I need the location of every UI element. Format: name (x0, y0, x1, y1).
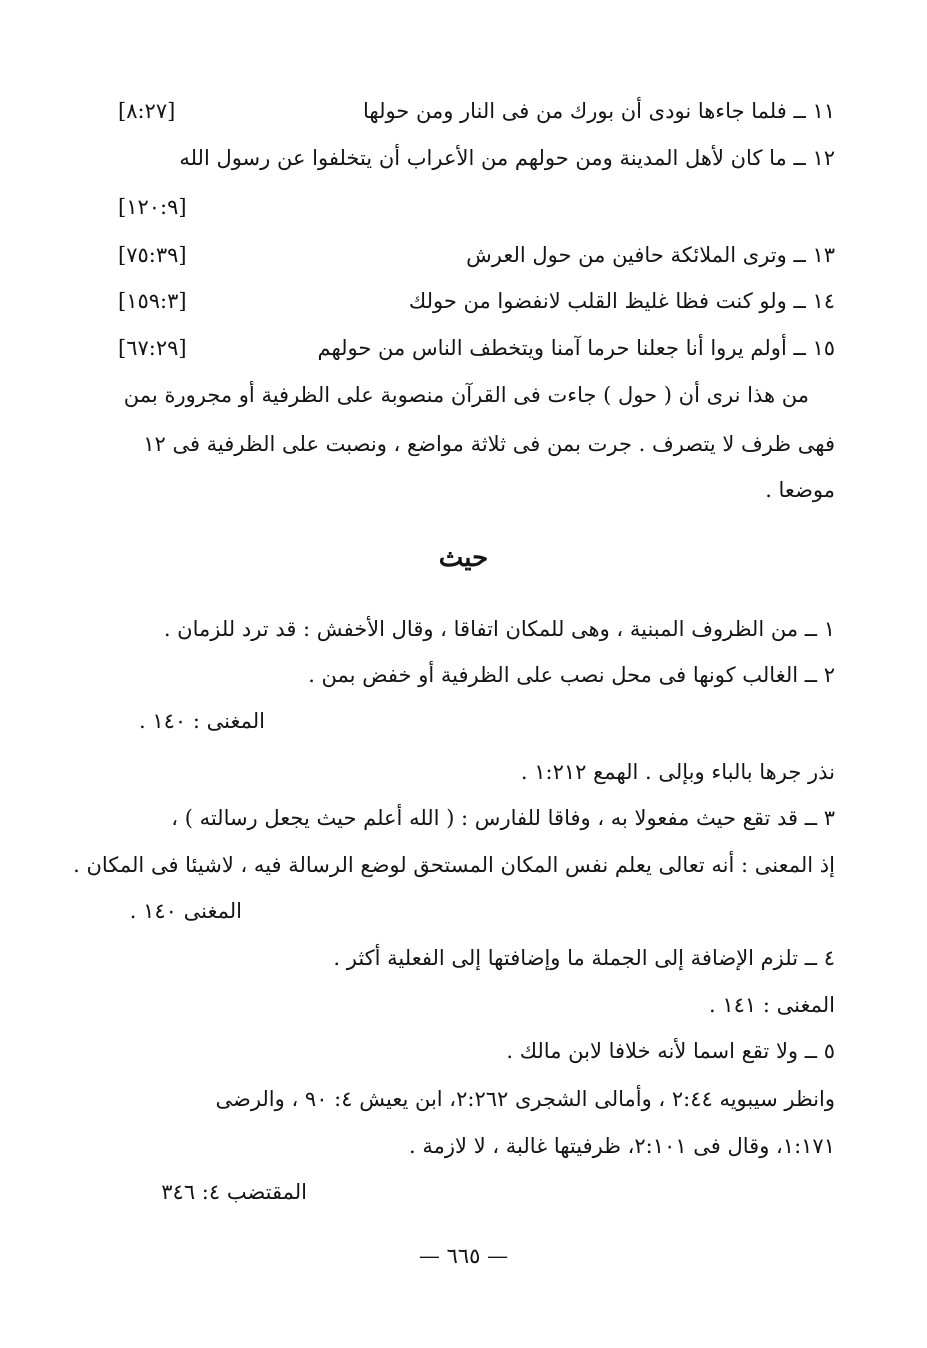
haythu-line-5: ٣ ــ قد تقع حيث مفعولا به ، وفاقا للفارس : ( الله أعلم حيث يجعل رسالته ) ، (171, 806, 835, 830)
page-number: — ٦٦٥ — (418, 1244, 509, 1268)
verse-ref-15: [٦٧:٢٩] (118, 336, 187, 360)
summary-line-3: موضعا . (765, 478, 835, 502)
haythu-line-11: وانظر سيبويه ٢:٤٤ ، وأمالى الشجرى ٢:٢٦٢، ابن يعيش ٤: ٩٠ ، والرضى (215, 1087, 835, 1111)
haythu-line-3: المغنى : ١٤٠ . (139, 709, 265, 733)
verse-line-11: ١١ ــ فلما جاءها نودى أن بورك من فى النار ومن حولها (362, 99, 835, 123)
haythu-line-6: إذ المعنى : أنه تعالى يعلم نفس المكان المستحق لوضع الرسالة فيه ، لاشيئا فى المكان . (73, 853, 835, 877)
verse-line-15: ١٥ ــ أولم يروا أنا جعلنا حرما آمنا ويتخطف الناس من حولهم (317, 336, 835, 360)
summary-line-2: فهى ظرف لا يتصرف . جرت بمن فى ثلاثة مواضع ، ونصبت على الظرفية فى ١٢ (143, 432, 835, 456)
verse-ref-13: [٧٥:٣٩] (118, 243, 187, 267)
verse-line-13: ١٣ ــ وترى الملائكة حافين من حول العرش (466, 243, 835, 267)
verse-ref-14: [١٥٩:٣] (118, 289, 187, 313)
haythu-line-2: ٢ ــ الغالب كونها فى محل نصب على الظرفية أو خفض بمن . (308, 663, 835, 687)
haythu-line-7: المغنى ١٤٠ . (129, 899, 242, 923)
haythu-line-8: ٤ ــ تلزم الإضافة إلى الجملة ما وإضافتها إلى الفعلية أكثر . (333, 946, 835, 970)
haythu-line-10: ٥ ــ ولا تقع اسما لأنه خلافا لابن مالك . (506, 1039, 835, 1063)
haythu-line-12: ١:١٧١، وقال فى ٢:١٠١، ظرفيتها غالبة ، لا لازمة . (409, 1134, 835, 1158)
haythu-line-13: المقتضب ٤: ٣٤٦ (161, 1180, 307, 1204)
summary-line-1: من هذا نرى أن ( حول ) جاءت فى القرآن منصوبة على الظرفية أو مجرورة بمن (123, 383, 809, 407)
verse-line-12: ١٢ ــ ما كان لأهل المدينة ومن حولهم من الأعراب أن يتخلفوا عن رسول الله (179, 146, 835, 170)
verse-ref-11: [٨:٢٧] (118, 99, 176, 123)
haythu-line-4: نذر جرها بالباء وبإلى . الهمع ١:٢١٢ . (520, 760, 835, 784)
verse-ref-12: [١٢٠:٩] (118, 195, 187, 219)
haythu-line-9: المغنى : ١٤١ . (709, 993, 835, 1017)
verse-line-14: ١٤ ــ ولو كنت فظا غليظ القلب لانفضوا من حولك (408, 289, 835, 313)
haythu-line-1: ١ ــ من الظروف المبنية ، وهى للمكان اتفاقا ، وقال الأخفش : قد ترد للزمان . (163, 617, 835, 641)
section-heading: حيث (438, 543, 489, 573)
